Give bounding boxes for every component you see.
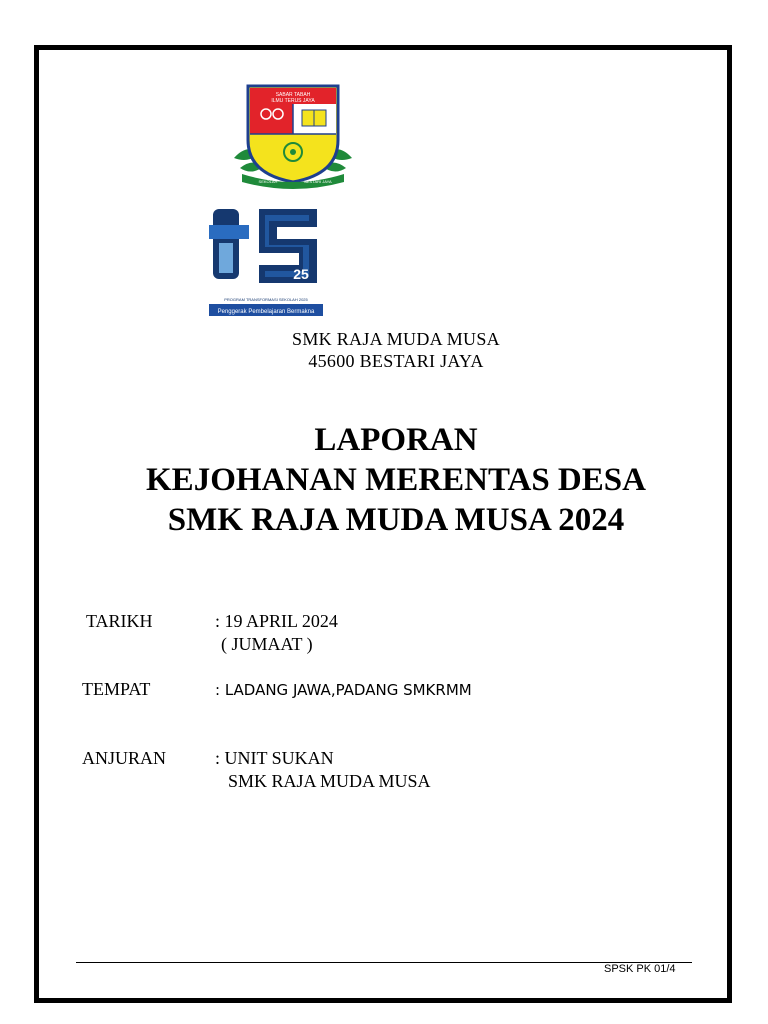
crest-scroll-right: BESTARI JAYA — [304, 179, 332, 184]
tarikh-label: TARIKH — [86, 611, 153, 631]
crest-motto-line1: SABAR TABAH — [275, 92, 311, 98]
school-crest-logo — [232, 82, 354, 194]
tarikh-value: : 19 APRIL 2024 — [215, 611, 338, 631]
crest-motto-line2: ILMU TERUS JAYA — [271, 98, 315, 104]
anjuran-value-2: SMK RAJA MUDA MUSA — [228, 771, 431, 791]
pts-program-text: PROGRAM TRANSFORMASI SEKOLAH 2025 — [224, 297, 308, 302]
pts-tagline: Penggerak Pembelajaran Bermakna — [217, 309, 315, 315]
school-name: SMK RAJA MUDA MUSA — [292, 329, 500, 349]
form-code: SPSK PK 01/4 — [604, 963, 676, 975]
footer-divider — [76, 962, 692, 963]
event-title: KEJOHANAN MERENTAS DESA — [146, 462, 646, 498]
tempat-value: : LADANG JAWA,PADANG SMKRMM — [215, 681, 472, 699]
tempat-label: TEMPAT — [82, 679, 151, 699]
anjuran-value: : UNIT SUKAN — [215, 748, 334, 768]
pts-number: 25 — [293, 266, 309, 282]
school-address: 45600 BESTARI JAYA — [308, 351, 484, 371]
event-subtitle: SMK RAJA MUDA MUSA 2024 — [167, 502, 625, 538]
pts-2025-logo — [209, 203, 323, 318]
report-title: LAPORAN — [314, 422, 478, 458]
tarikh-day: ( JUMAAT ) — [221, 634, 313, 654]
anjuran-label: ANJURAN — [82, 748, 167, 768]
crest-scroll-left: SEKOLAH — [258, 179, 278, 184]
